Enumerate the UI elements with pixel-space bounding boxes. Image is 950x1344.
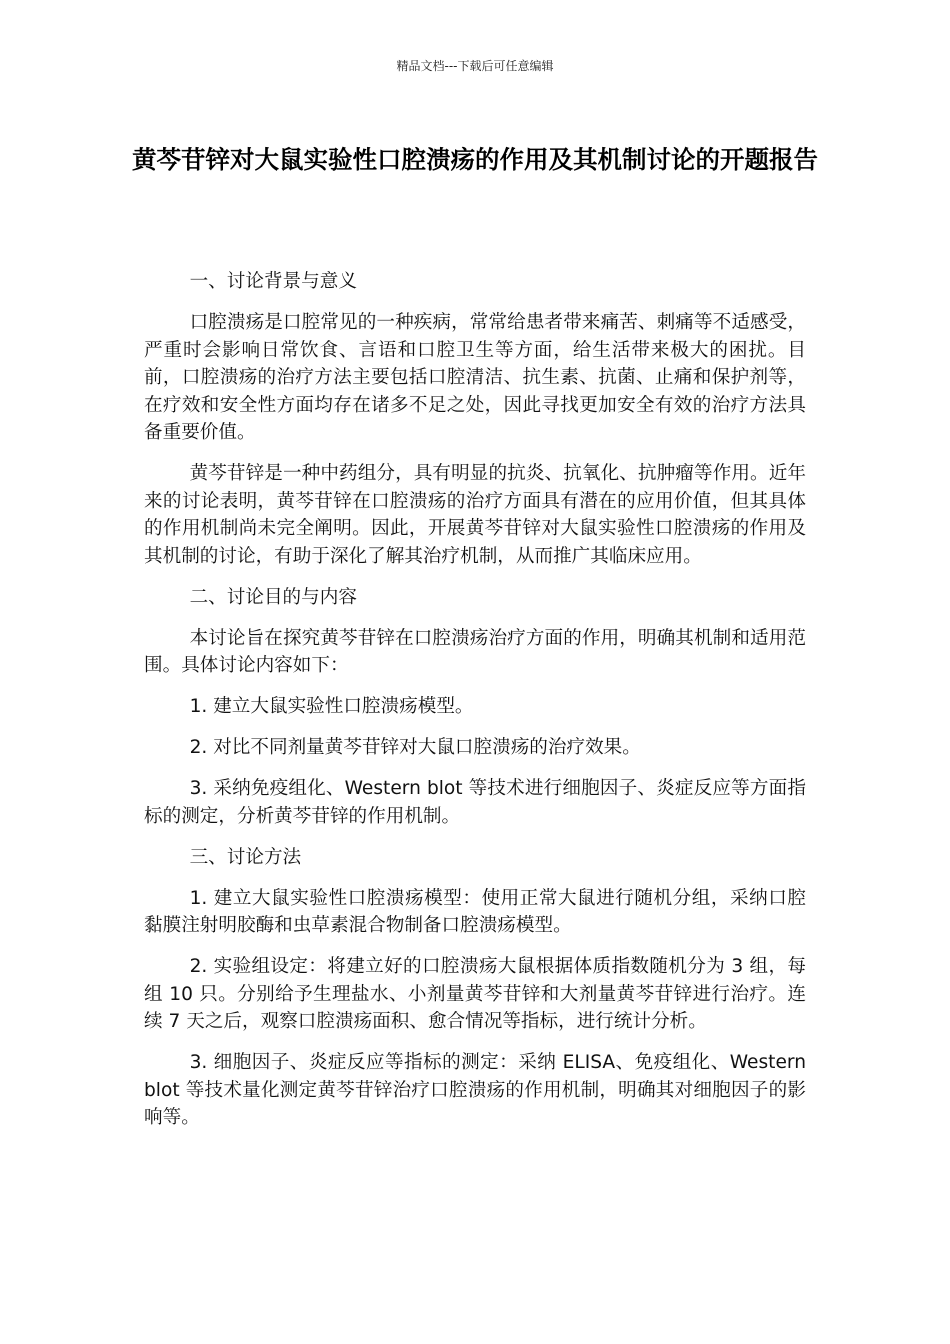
list-item: 3. 采纳免疫组化、Western blot 等技术进行细胞因子、炎症反应等方面指标的测定，分析黄芩苷锌的作用机制。 (144, 778, 806, 827)
section-heading-methods: 三、讨论方法 (189, 846, 302, 868)
paragraph: 本讨论旨在探究黄芩苷锌在口腔溃疡治疗方面的作用，明确其机制和适用范围。具体讨论内容如下： (144, 627, 806, 676)
section-heading-objectives: 二、讨论目的与内容 (189, 586, 357, 608)
list-item: 3. 细胞因子、炎症反应等指标的测定：采纳 ELISA、免疫组化、Western blot 等技术量化测定黄芩苷锌治疗口腔溃疡的作用机制，明确其对细胞因子的影响等。 (144, 1052, 806, 1128)
list-item: 1. 建立大鼠实验性口腔溃疡模型。 (189, 696, 474, 717)
document-body (144, 268, 806, 1145)
list-item: 2. 对比不同剂量黄芩苷锌对大鼠口腔溃疡的治疗效果。 (189, 737, 641, 758)
document-title: 黄芩苷锌对大鼠实验性口腔溃疡的作用及其机制讨论的开题报告 (132, 145, 818, 174)
paragraph: 口腔溃疡是口腔常见的一种疾病，常常给患者带来痛苦、刺痛等不适感受，严重时会影响日常饮食、言语和口腔卫生等方面，给生活带来极大的困扰。目前，口腔溃疡的治疗方法主要包括口腔清洁、抗生素、抗菌、止痛和保护剂等，在疗效和安全性方面均存在诸多不足之处，因此寻找更加安全有效的治疗方法具备重要价值。 (144, 312, 806, 443)
list-item: 2. 实验组设定：将建立好的口腔溃疡大鼠根据体质指数随机分为 3 组，每组 10 只。分别给予生理盐水、小剂量黄芩苷锌和大剂量黄芩苷锌进行治疗。连续 7 天之后，观察口腔溃疡面积、愈合情况等指标，进行统计分析。 (144, 956, 806, 1032)
paragraph: 黄芩苷锌是一种中药组分，具有明显的抗炎、抗氧化、抗肿瘤等作用。近年来的讨论表明，黄芩苷锌在口腔溃疡的治疗方面具有潜在的应用价值，但其具体的作用机制尚未完全阐明。因此，开展黄芩苷锌对大鼠实验性口腔溃疡的作用及其机制的讨论，有助于深化了解其治疗机制，从而推广其临床应用。 (144, 463, 806, 567)
header-note: 精品文档---下载后可任意编辑 (396, 59, 554, 73)
section-heading-background: 一、讨论背景与意义 (189, 271, 357, 292)
list-item: 1. 建立大鼠实验性口腔溃疡模型：使用正常大鼠进行随机分组，采纳口腔黏膜注射明胶酶和虫草素混合物制备口腔溃疡模型。 (144, 887, 806, 936)
